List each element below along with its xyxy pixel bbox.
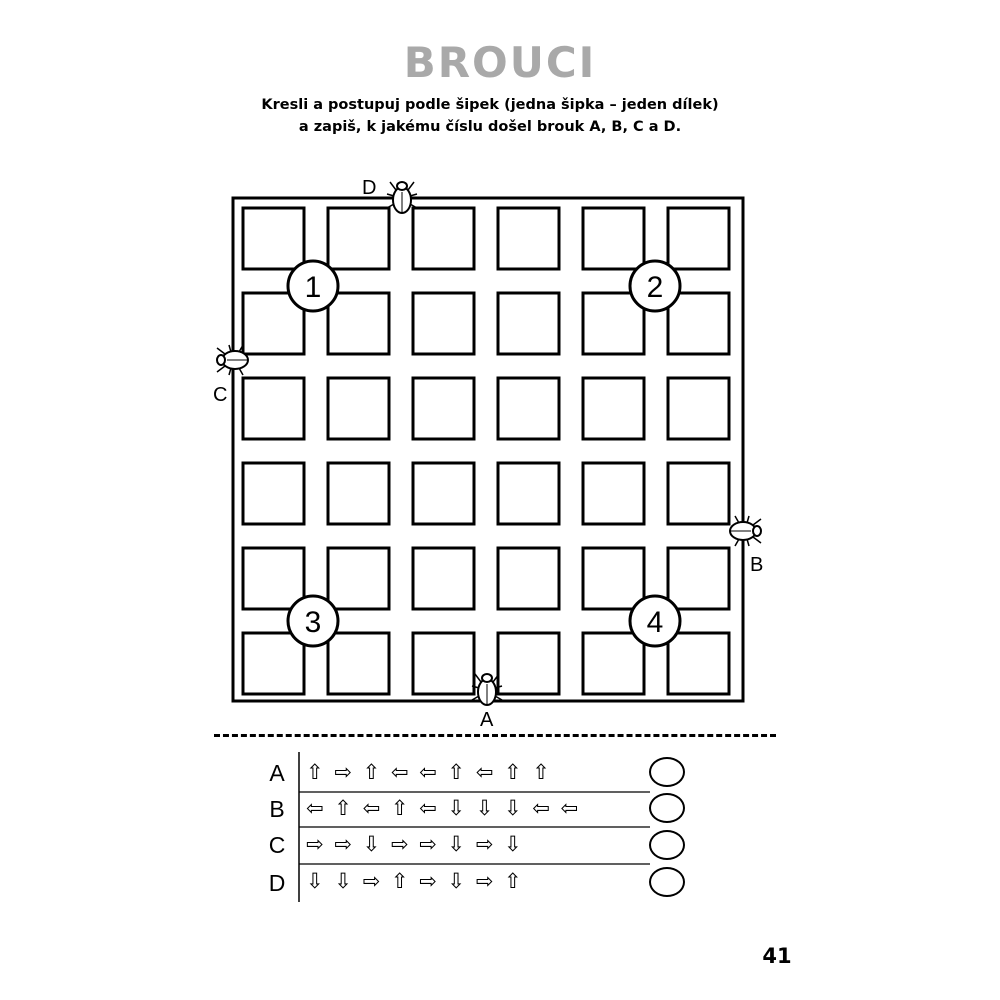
path-row-label-a: A <box>269 760 285 786</box>
arrow-left-icon: ⇦ <box>532 796 561 820</box>
answer-circle-a[interactable] <box>649 757 685 787</box>
arrow-down-icon: ⇩ <box>447 832 476 856</box>
arrow-up-icon: ⇧ <box>503 760 533 784</box>
path-arrows-a <box>306 758 552 786</box>
answer-circle-c[interactable] <box>649 830 685 860</box>
answer-circle-b[interactable] <box>649 793 685 823</box>
page-number: 41 <box>762 944 792 968</box>
arrow-down-icon: ⇩ <box>306 869 335 893</box>
arrow-down-icon: ⇩ <box>362 832 391 856</box>
arrow-down-icon: ⇩ <box>503 832 524 856</box>
numbered-point-label: 1 <box>304 271 322 304</box>
arrow-right-icon: ⇨ <box>362 869 391 893</box>
arrow-up-icon: ⇧ <box>362 760 391 784</box>
numbered-point-label: 3 <box>304 606 322 639</box>
arrow-right-icon: ⇨ <box>306 832 335 856</box>
numbered-point-label: 2 <box>646 271 664 304</box>
path-arrows-d <box>306 867 524 895</box>
arrow-left-icon: ⇦ <box>306 796 335 820</box>
arrow-left-icon: ⇦ <box>475 760 504 784</box>
arrow-right-icon: ⇨ <box>475 869 504 893</box>
instruction-line-2: a zapiš, k jakému číslu došel brouk A, B, C a D. <box>298 119 682 135</box>
page-title: BROUCI <box>403 38 597 87</box>
arrow-right-icon: ⇨ <box>419 832 448 856</box>
arrow-down-icon: ⇩ <box>447 869 476 893</box>
arrow-right-icon: ⇨ <box>334 760 363 784</box>
arrow-up-icon: ⇧ <box>447 760 476 784</box>
arrow-down-icon: ⇩ <box>475 796 504 820</box>
arrow-up-icon: ⇧ <box>390 796 420 820</box>
path-arrows-b <box>306 794 580 822</box>
arrow-right-icon: ⇨ <box>475 832 504 856</box>
arrow-up-icon: ⇧ <box>390 869 420 893</box>
arrow-left-icon: ⇦ <box>390 760 420 784</box>
arrow-up-icon: ⇧ <box>306 760 335 784</box>
arrow-left-icon: ⇦ <box>362 796 391 820</box>
arrow-right-icon: ⇨ <box>390 832 420 856</box>
arrow-down-icon: ⇩ <box>447 796 476 820</box>
numbered-point-label: 4 <box>646 606 664 639</box>
path-row-label-c: C <box>268 832 286 858</box>
beetle-d-label: D <box>362 177 377 199</box>
beetle-c-label: C <box>213 384 228 406</box>
instruction-line-1: Kresli a postupuj podle šipek (jedna šipka – jeden dílek) <box>261 97 719 113</box>
beetle-a-label: A <box>480 709 494 731</box>
path-row-label-d: D <box>268 870 286 896</box>
arrow-up-icon: ⇧ <box>532 760 552 784</box>
path-row-label-b: B <box>269 796 285 822</box>
answer-circle-d[interactable] <box>649 867 685 897</box>
arrow-right-icon: ⇨ <box>419 869 448 893</box>
arrow-up-icon: ⇧ <box>334 796 363 820</box>
arrow-down-icon: ⇩ <box>503 796 533 820</box>
arrow-down-icon: ⇩ <box>334 869 363 893</box>
beetle-b-label: B <box>750 554 764 576</box>
arrow-left-icon: ⇦ <box>560 796 581 820</box>
path-arrows-c <box>306 830 524 858</box>
arrow-left-icon: ⇦ <box>419 796 448 820</box>
arrow-right-icon: ⇨ <box>334 832 363 856</box>
arrow-left-icon: ⇦ <box>419 760 448 784</box>
arrow-up-icon: ⇧ <box>503 869 524 893</box>
